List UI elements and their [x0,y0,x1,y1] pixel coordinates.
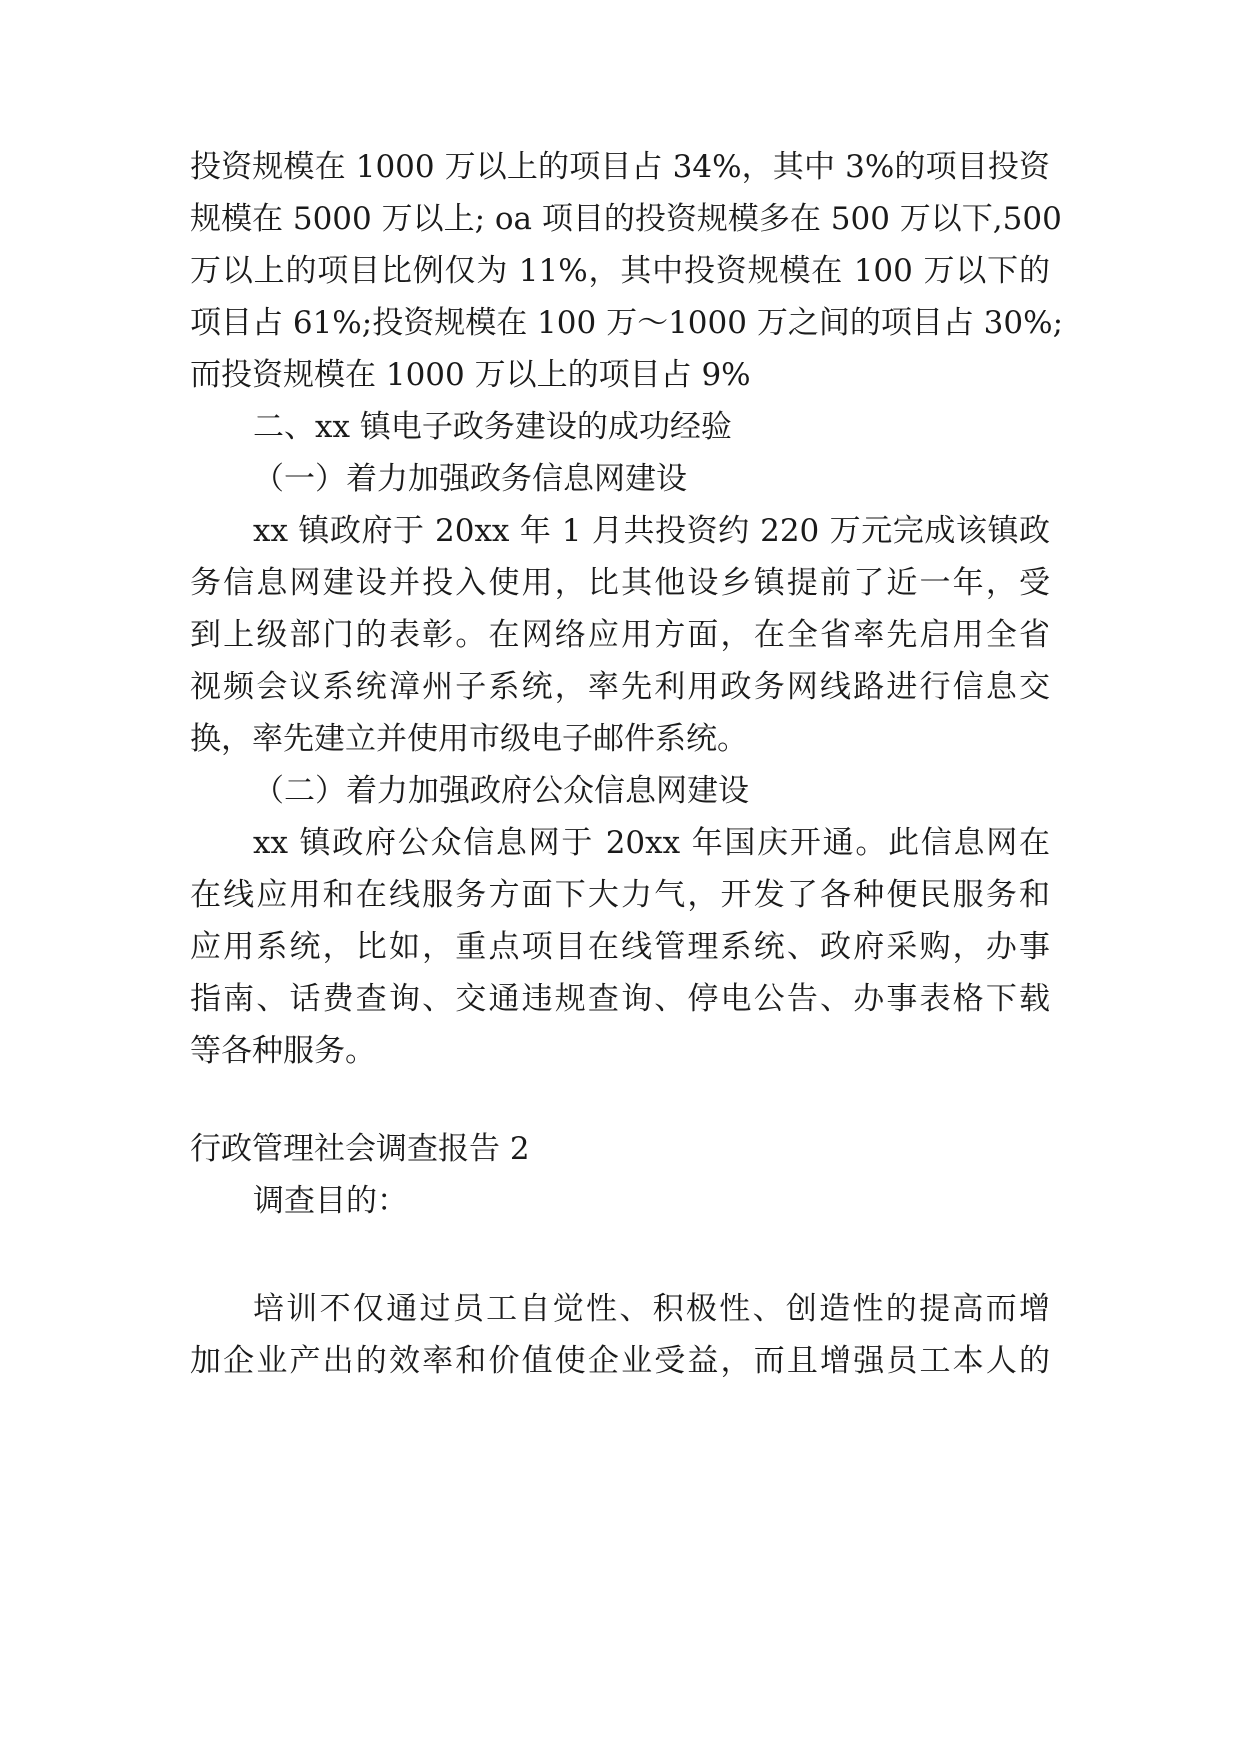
report-two-title: 行政管理社会调查报告 2 [190,1131,530,1167]
purpose-heading: 调查目的： [253,1183,408,1219]
intro-paragraph-line: 万以上的项目比例仅为 11%，其中投资规模在 100 万以下的 [190,253,1050,289]
intro-paragraph-line: 规模在 5000 万以上; oa 项目的投资规模多在 500 万以下,500 [190,201,1062,237]
subsection-one-paragraph-line: 务信息网建设并投入使用，比其他设乡镇提前了近一年，受 [190,565,1050,601]
subsection-one-heading: （一）着力加强政务信息网建设 [253,461,687,497]
subsection-two-paragraph-line: 等各种服务。 [190,1033,376,1069]
subsection-one-paragraph-line: 换，率先建立并使用市级电子邮件系统。 [190,721,748,757]
subsection-one-paragraph-line: 视频会议系统漳州子系统，率先利用政务网线路进行信息交 [190,669,1050,705]
section-two-heading: 二、xx 镇电子政务建设的成功经验 [253,409,732,445]
subsection-one-paragraph-line: 到上级部门的表彰。在网络应用方面，在全省率先启用全省 [190,617,1050,653]
subsection-two-paragraph-line: 应用系统，比如，重点项目在线管理系统、政府采购，办事 [190,929,1050,965]
subsection-two-paragraph-line: 指南、话费查询、交通违规查询、停电公告、办事表格下载 [190,981,1050,1017]
intro-paragraph-line: 项目占 61%;投资规模在 100 万～1000 万之间的项目占 30%; [190,305,1064,341]
subsection-one-paragraph-line: xx 镇政府于 20xx 年 1 月共投资约 220 万元完成该镇政 [253,513,1050,549]
purpose-paragraph-line: 培训不仅通过员工自觉性、积极性、创造性的提高而增 [253,1291,1050,1327]
intro-paragraph-line: 而投资规模在 1000 万以上的项目占 9% [190,357,751,393]
intro-paragraph-line: 投资规模在 1000 万以上的项目占 34%，其中 3%的项目投资 [190,149,1050,185]
subsection-two-paragraph-line: xx 镇政府公众信息网于 20xx 年国庆开通。此信息网在 [253,825,1050,861]
subsection-two-paragraph-line: 在线应用和在线服务方面下大力气，开发了各种便民服务和 [190,877,1050,913]
purpose-paragraph-line: 加企业产出的效率和价值使企业受益，而且增强员工本人的 [190,1343,1050,1379]
subsection-two-heading: （二）着力加强政府公众信息网建设 [253,773,749,809]
